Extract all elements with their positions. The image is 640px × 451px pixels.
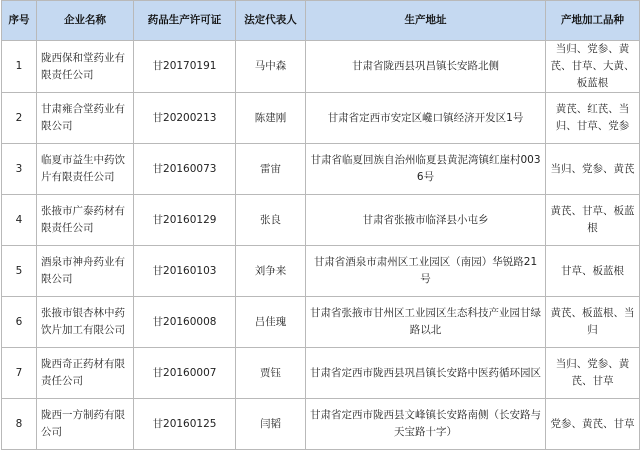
cell-products: 甘草、板蓝根 — [546, 246, 640, 297]
cell-products: 当归、党参、黄芪、甘草、大黄、板蓝根 — [546, 41, 640, 93]
table-row — [2, 144, 640, 195]
cell-no: 6 — [2, 297, 37, 348]
cell-company-name: 陇西一方制药有限公司 — [37, 399, 134, 450]
cell-address: 甘肃省陇西县巩昌镇长安路北侧 — [306, 41, 546, 93]
header-name: 企业名称 — [37, 1, 134, 41]
header-license: 药品生产许可证 — [134, 1, 236, 41]
cell-products: 党参、黄芪、甘草 — [546, 399, 640, 450]
header-address: 生产地址 — [306, 1, 546, 41]
header-rep: 法定代表人 — [236, 1, 306, 41]
cell-no: 1 — [2, 41, 37, 93]
cell-legal-rep: 陈建刚 — [236, 93, 306, 144]
table-row — [2, 41, 640, 93]
cell-license: 甘20160103 — [134, 246, 236, 297]
cell-products: 黄芪、甘草、板蓝根 — [546, 195, 640, 246]
cell-address: 甘肃省张掖市甘州区工业园区生态科技产业园甘绿路以北 — [306, 297, 546, 348]
cell-products: 当归、党参、黄芪、甘草 — [546, 348, 640, 399]
cell-legal-rep: 张良 — [236, 195, 306, 246]
cell-company-name: 陇西保和堂药业有限责任公司 — [37, 41, 134, 93]
cell-license: 甘20160129 — [134, 195, 236, 246]
cell-products: 黄芪、板蓝根、当归 — [546, 297, 640, 348]
cell-address: 甘肃省张掖市临泽县小屯乡 — [306, 195, 546, 246]
cell-license: 甘20160125 — [134, 399, 236, 450]
cell-company-name: 陇西奇正药材有限责任公司 — [37, 348, 134, 399]
table-row — [2, 93, 640, 144]
cell-legal-rep: 马中森 — [236, 41, 306, 93]
cell-address: 甘肃省临夏回族自治州临夏县黄泥湾镇红崖村0036号 — [306, 144, 546, 195]
cell-address: 甘肃省定西市安定区巉口镇经济开发区1号 — [306, 93, 546, 144]
cell-products: 黄芪、红芪、当归、甘草、党参 — [546, 93, 640, 144]
cell-legal-rep: 贾钰 — [236, 348, 306, 399]
cell-legal-rep: 吕佳瑰 — [236, 297, 306, 348]
cell-address: 甘肃省定西市陇西县文峰镇长安路南侧（长安路与天宝路十字） — [306, 399, 546, 450]
cell-no: 4 — [2, 195, 37, 246]
cell-no: 7 — [2, 348, 37, 399]
cell-company-name: 张掖市广泰药材有限责任公司 — [37, 195, 134, 246]
header-no: 序号 — [2, 1, 37, 41]
cell-address: 甘肃省酒泉市肃州区工业园区（南园）华锐路21号 — [306, 246, 546, 297]
table-row — [2, 195, 640, 246]
cell-address: 甘肃省定西市陇西县巩昌镇长安路中医药循环园区 — [306, 348, 546, 399]
cell-no: 2 — [2, 93, 37, 144]
table-row — [2, 399, 640, 450]
cell-license: 甘20160007 — [134, 348, 236, 399]
cell-license: 甘20160073 — [134, 144, 236, 195]
cell-company-name: 甘肃雍合堂药业有限公司 — [37, 93, 134, 144]
header-products: 产地加工品种 — [546, 1, 640, 41]
cell-license: 甘20170191 — [134, 41, 236, 93]
cell-license: 甘20160008 — [134, 297, 236, 348]
table-row — [2, 348, 640, 399]
cell-license: 甘20200213 — [134, 93, 236, 144]
cell-legal-rep: 闫韬 — [236, 399, 306, 450]
cell-company-name: 临夏市益生中药饮片有限责任公司 — [37, 144, 134, 195]
cell-no: 8 — [2, 399, 37, 450]
header-row — [2, 1, 640, 41]
cell-legal-rep: 雷宙 — [236, 144, 306, 195]
cell-legal-rep: 刘争来 — [236, 246, 306, 297]
cell-no: 5 — [2, 246, 37, 297]
table-row — [2, 246, 640, 297]
cell-company-name: 张掖市银杏林中药饮片加工有限公司 — [37, 297, 134, 348]
cell-no: 3 — [2, 144, 37, 195]
cell-products: 当归、党参、黄芪 — [546, 144, 640, 195]
pharma-table — [1, 0, 640, 450]
cell-company-name: 酒泉市神舟药业有限公司 — [37, 246, 134, 297]
table-row — [2, 297, 640, 348]
